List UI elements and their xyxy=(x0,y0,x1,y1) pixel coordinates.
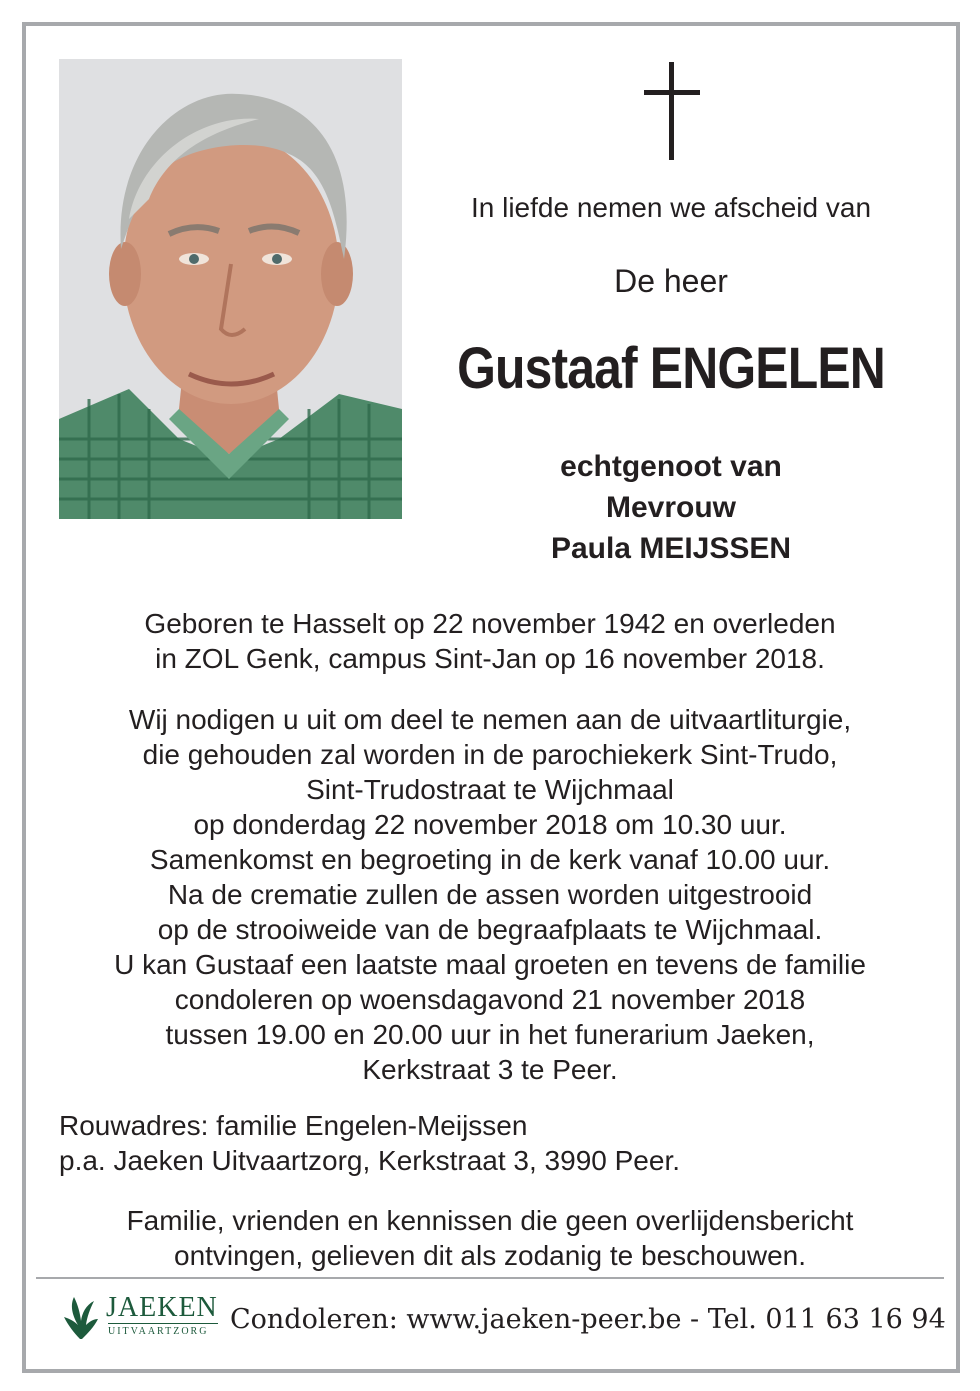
birth-paragraph xyxy=(40,606,940,676)
notice-paragraph xyxy=(40,1203,940,1273)
text-line: Kerkstraat 3 te Peer. xyxy=(362,1054,618,1085)
text-line: p.a. Jaeken Uitvaartzorg, Kerkstraat 3, 3990 Peer. xyxy=(59,1145,681,1176)
text-line: Na de crematie zullen de assen worden uitgestrooid xyxy=(167,879,813,910)
spouse-title: Mevrouw xyxy=(605,491,737,524)
mourning-address xyxy=(59,1108,680,1178)
spouse-relation: echtgenoot van xyxy=(560,450,782,483)
text-line: ontvingen, gelieven dit als zodanig te beschouwen. xyxy=(174,1240,806,1271)
intro-line: In liefde nemen we afscheid van xyxy=(470,192,872,223)
text-line: die gehouden zal worden in de parochiekerk Sint-Trudo, xyxy=(142,739,838,770)
text-line: Familie, vrienden en kennissen die geen overlijdensbericht xyxy=(126,1205,854,1236)
text-line: op donderdag 22 november 2018 om 10.30 uur. xyxy=(193,809,787,840)
text-line: op de strooiweide van de begraafplaats te Wijchmaal. xyxy=(157,914,823,945)
text-line: Samenkomst en begroeting in de kerk vanaf 10.00 uur. xyxy=(149,844,831,875)
logo-subtitle: UITVAARTZORG xyxy=(108,1326,209,1337)
invitation-paragraph xyxy=(40,702,940,1087)
footer-divider xyxy=(36,1277,944,1279)
text-line: Geboren te Hasselt op 22 november 1942 en overleden xyxy=(144,608,836,639)
bird-logo-icon xyxy=(60,1295,100,1341)
jaeken-logo xyxy=(60,1293,220,1347)
text-line: U kan Gustaaf een laatste maal groeten en tevens de familie xyxy=(114,949,866,980)
portrait-photo xyxy=(59,59,402,519)
logo-name: JAEKEN xyxy=(106,1292,218,1323)
text-line: Wij nodigen u uit om deel te nemen aan de uitvaartliturgie, xyxy=(128,704,852,735)
deceased-name: Gustaaf ENGELEN xyxy=(457,336,885,401)
text-line: tussen 19.00 en 20.00 uur in het funerarium Jaeken, xyxy=(165,1019,815,1050)
spouse-name: Paula MEIJSSEN xyxy=(550,532,792,565)
text-line: condoleren op woensdagavond 21 november 2018 xyxy=(174,984,806,1015)
condolence-contact: Condoleren: www.jaeken-peer.be - Tel. 011 63 16 94 xyxy=(230,1304,946,1335)
text-line: in ZOL Genk, campus Sint-Jan op 16 november 2018. xyxy=(155,643,825,674)
logo-divider xyxy=(108,1323,218,1324)
text-line: Sint-Trudostraat te Wijchmaal xyxy=(306,774,674,805)
salutation: De heer xyxy=(614,263,728,299)
spouse-block xyxy=(430,446,912,569)
text-line: Rouwadres: familie Engelen-Meijssen xyxy=(59,1110,528,1141)
cross-icon xyxy=(640,62,704,160)
